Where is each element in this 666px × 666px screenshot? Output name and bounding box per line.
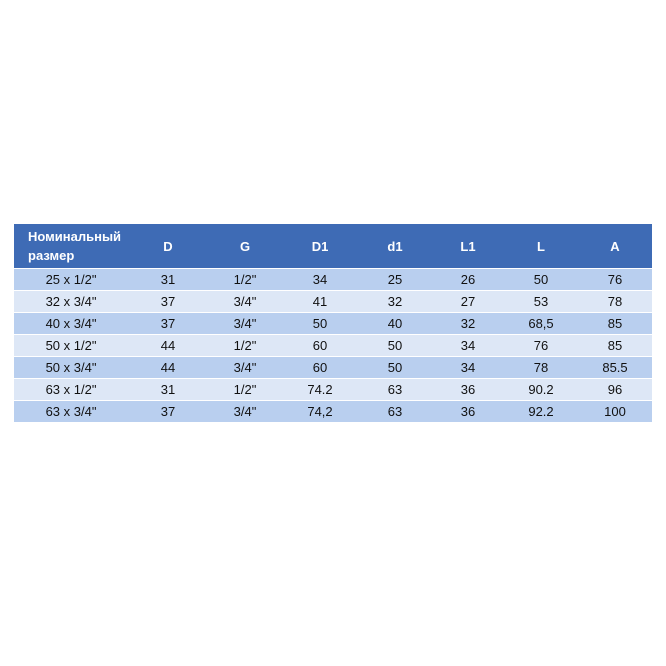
table-cell: 50 x 1/2" bbox=[14, 335, 128, 357]
header-g: G bbox=[208, 224, 282, 269]
table-cell: 74.2 bbox=[282, 379, 358, 401]
table-cell: 25 bbox=[358, 269, 432, 291]
table-cell: 3/4" bbox=[208, 401, 282, 423]
table-header bbox=[14, 224, 652, 269]
table-cell: 31 bbox=[128, 269, 208, 291]
header-l1: L1 bbox=[432, 224, 504, 269]
table-cell: 68,5 bbox=[504, 313, 578, 335]
table-cell: 76 bbox=[578, 269, 652, 291]
table-cell: 60 bbox=[282, 357, 358, 379]
table-row bbox=[14, 313, 652, 335]
table-cell: 63 bbox=[358, 401, 432, 423]
table-cell: 50 bbox=[504, 269, 578, 291]
table-cell: 34 bbox=[432, 335, 504, 357]
table-cell: 100 bbox=[578, 401, 652, 423]
table-cell: 40 x 3/4" bbox=[14, 313, 128, 335]
table-cell: 53 bbox=[504, 291, 578, 313]
header-d1-lower: d1 bbox=[358, 224, 432, 269]
table-cell: 44 bbox=[128, 357, 208, 379]
table-cell: 50 bbox=[282, 313, 358, 335]
table-cell: 78 bbox=[578, 291, 652, 313]
table-cell: 37 bbox=[128, 291, 208, 313]
table-row bbox=[14, 269, 652, 291]
table-cell: 34 bbox=[432, 357, 504, 379]
table-cell: 41 bbox=[282, 291, 358, 313]
table-row bbox=[14, 401, 652, 423]
table-cell: 1/2" bbox=[208, 269, 282, 291]
table-cell: 50 x 3/4" bbox=[14, 357, 128, 379]
table-cell: 32 x 3/4" bbox=[14, 291, 128, 313]
table-cell: 25 x 1/2" bbox=[14, 269, 128, 291]
header-row bbox=[14, 224, 652, 269]
table-body bbox=[14, 269, 652, 423]
table-cell: 60 bbox=[282, 335, 358, 357]
table-cell: 32 bbox=[432, 313, 504, 335]
table-cell: 3/4" bbox=[208, 291, 282, 313]
table-cell: 32 bbox=[358, 291, 432, 313]
table-cell: 92.2 bbox=[504, 401, 578, 423]
table-cell: 1/2" bbox=[208, 335, 282, 357]
header-a: A bbox=[578, 224, 652, 269]
table-row bbox=[14, 335, 652, 357]
table-cell: 44 bbox=[128, 335, 208, 357]
dimensions-table bbox=[14, 224, 652, 422]
table-cell: 74,2 bbox=[282, 401, 358, 423]
table-row bbox=[14, 357, 652, 379]
table-cell: 85 bbox=[578, 313, 652, 335]
table-cell: 76 bbox=[504, 335, 578, 357]
header-d1-upper: D1 bbox=[282, 224, 358, 269]
table-cell: 1/2" bbox=[208, 379, 282, 401]
table-cell: 40 bbox=[358, 313, 432, 335]
table-row bbox=[14, 379, 652, 401]
table-cell: 50 bbox=[358, 335, 432, 357]
table-cell: 26 bbox=[432, 269, 504, 291]
table-cell: 37 bbox=[128, 401, 208, 423]
dimensions-table-container bbox=[14, 224, 652, 422]
table-cell: 36 bbox=[432, 379, 504, 401]
table-cell: 3/4" bbox=[208, 357, 282, 379]
table-cell: 90.2 bbox=[504, 379, 578, 401]
table-cell: 27 bbox=[432, 291, 504, 313]
table-cell: 63 x 1/2" bbox=[14, 379, 128, 401]
table-cell: 63 bbox=[358, 379, 432, 401]
table-cell: 34 bbox=[282, 269, 358, 291]
table-cell: 96 bbox=[578, 379, 652, 401]
table-cell: 3/4" bbox=[208, 313, 282, 335]
table-cell: 36 bbox=[432, 401, 504, 423]
table-cell: 85.5 bbox=[578, 357, 652, 379]
table-cell: 78 bbox=[504, 357, 578, 379]
table-cell: 50 bbox=[358, 357, 432, 379]
header-nominal-size: Номинальный размер bbox=[14, 224, 128, 269]
header-l: L bbox=[504, 224, 578, 269]
header-d: D bbox=[128, 224, 208, 269]
table-cell: 37 bbox=[128, 313, 208, 335]
table-row bbox=[14, 291, 652, 313]
table-cell: 31 bbox=[128, 379, 208, 401]
table-cell: 63 x 3/4" bbox=[14, 401, 128, 423]
table-cell: 85 bbox=[578, 335, 652, 357]
